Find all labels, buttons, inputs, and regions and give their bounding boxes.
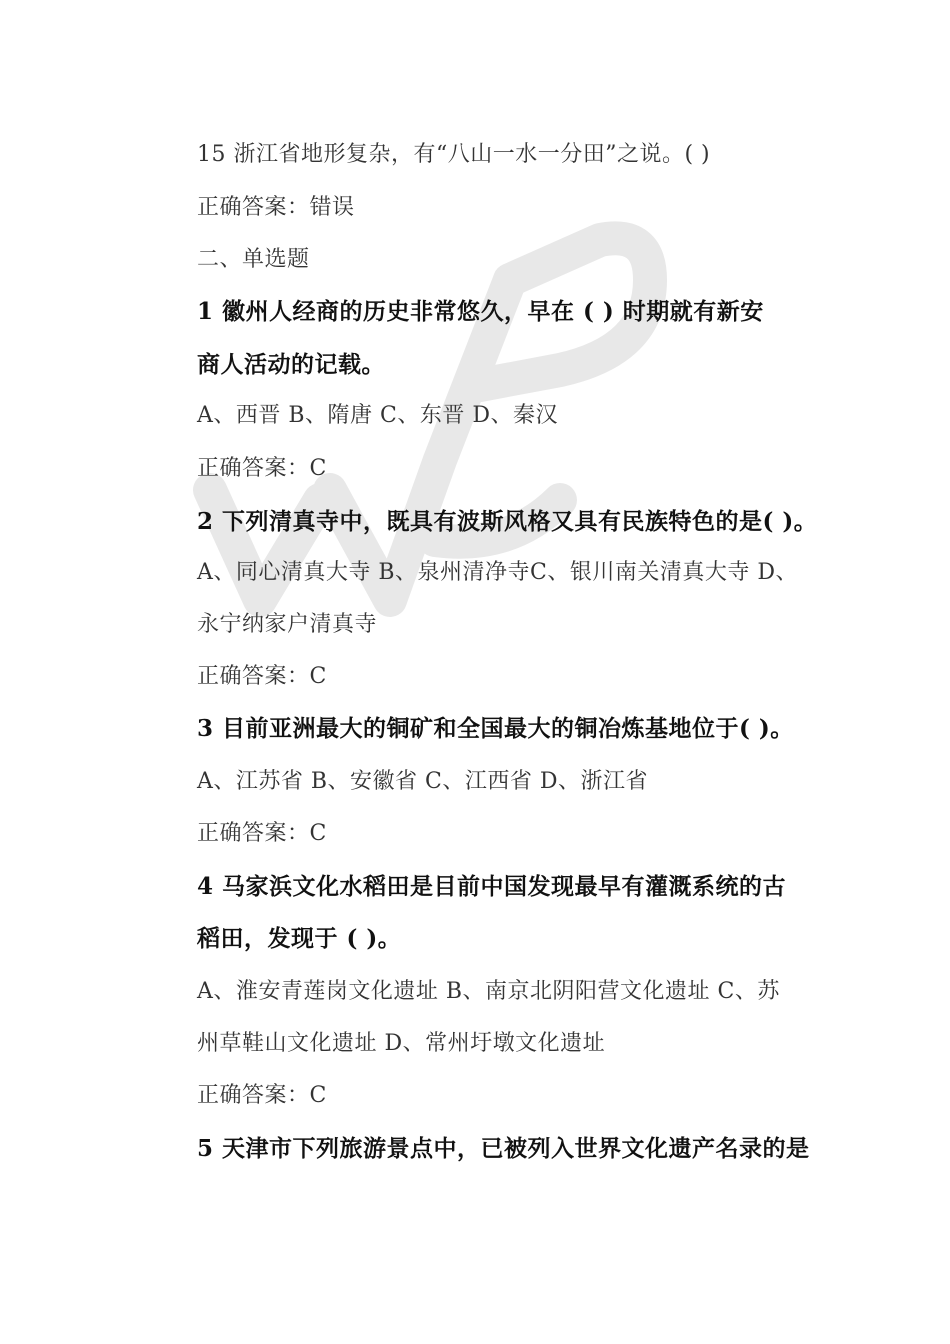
answer-3: 正确答案：C [197, 821, 327, 846]
question-4-options-cont: 州草鞋山文化遗址 D、常州圩墩文化遗址 [197, 1031, 606, 1056]
question-1-options: A、西晋 B、隋唐 C、东晋 D、秦汉 [197, 403, 559, 428]
section-heading-single-choice: 二、单选题 [197, 247, 310, 272]
question-4-text: 4 马家浜文化水稻田是目前中国发现最早有灌溉系统的古 [197, 873, 787, 900]
question-1-text-cont: 商人活动的记载。 [197, 351, 385, 378]
question-4-options: A、淮安青莲岗文化遗址 B、南京北阴阳营文化遗址 C、苏 [197, 979, 780, 1004]
answer-4: 正确答案：C [197, 1083, 327, 1108]
question-3-text: 3 目前亚洲最大的铜矿和全国最大的铜冶炼基地位于( )。 [197, 715, 794, 742]
question-2-text: 2 下列清真寺中，既具有波斯风格又具有民族特色的是( )。 [197, 508, 818, 535]
question-2-options-cont: 永宁纳家户清真寺 [197, 612, 378, 637]
question-4-text-cont: 稻田，发现于 ( )。 [197, 925, 402, 952]
answer-2: 正确答案：C [197, 664, 327, 689]
question-3-options: A、江苏省 B、安徽省 C、江西省 D、浙江省 [197, 769, 649, 794]
question-2-options: A、同心清真大寺 B、泉州清净寺C、银川南关清真大寺 D、 [197, 560, 799, 585]
answer-1: 正确答案：C [197, 456, 327, 481]
answer-15: 正确答案：错误 [197, 195, 355, 220]
question-15-text: 15 浙江省地形复杂，有“八山一水一分田”之说。( ) [197, 142, 711, 167]
question-5-text: 5 天津市下列旅游景点中，已被列入世界文化遗产名录的是 [197, 1135, 810, 1162]
question-1-text: 1 徽州人经商的历史非常悠久，早在 ( ) 时期就有新安 [197, 298, 764, 325]
